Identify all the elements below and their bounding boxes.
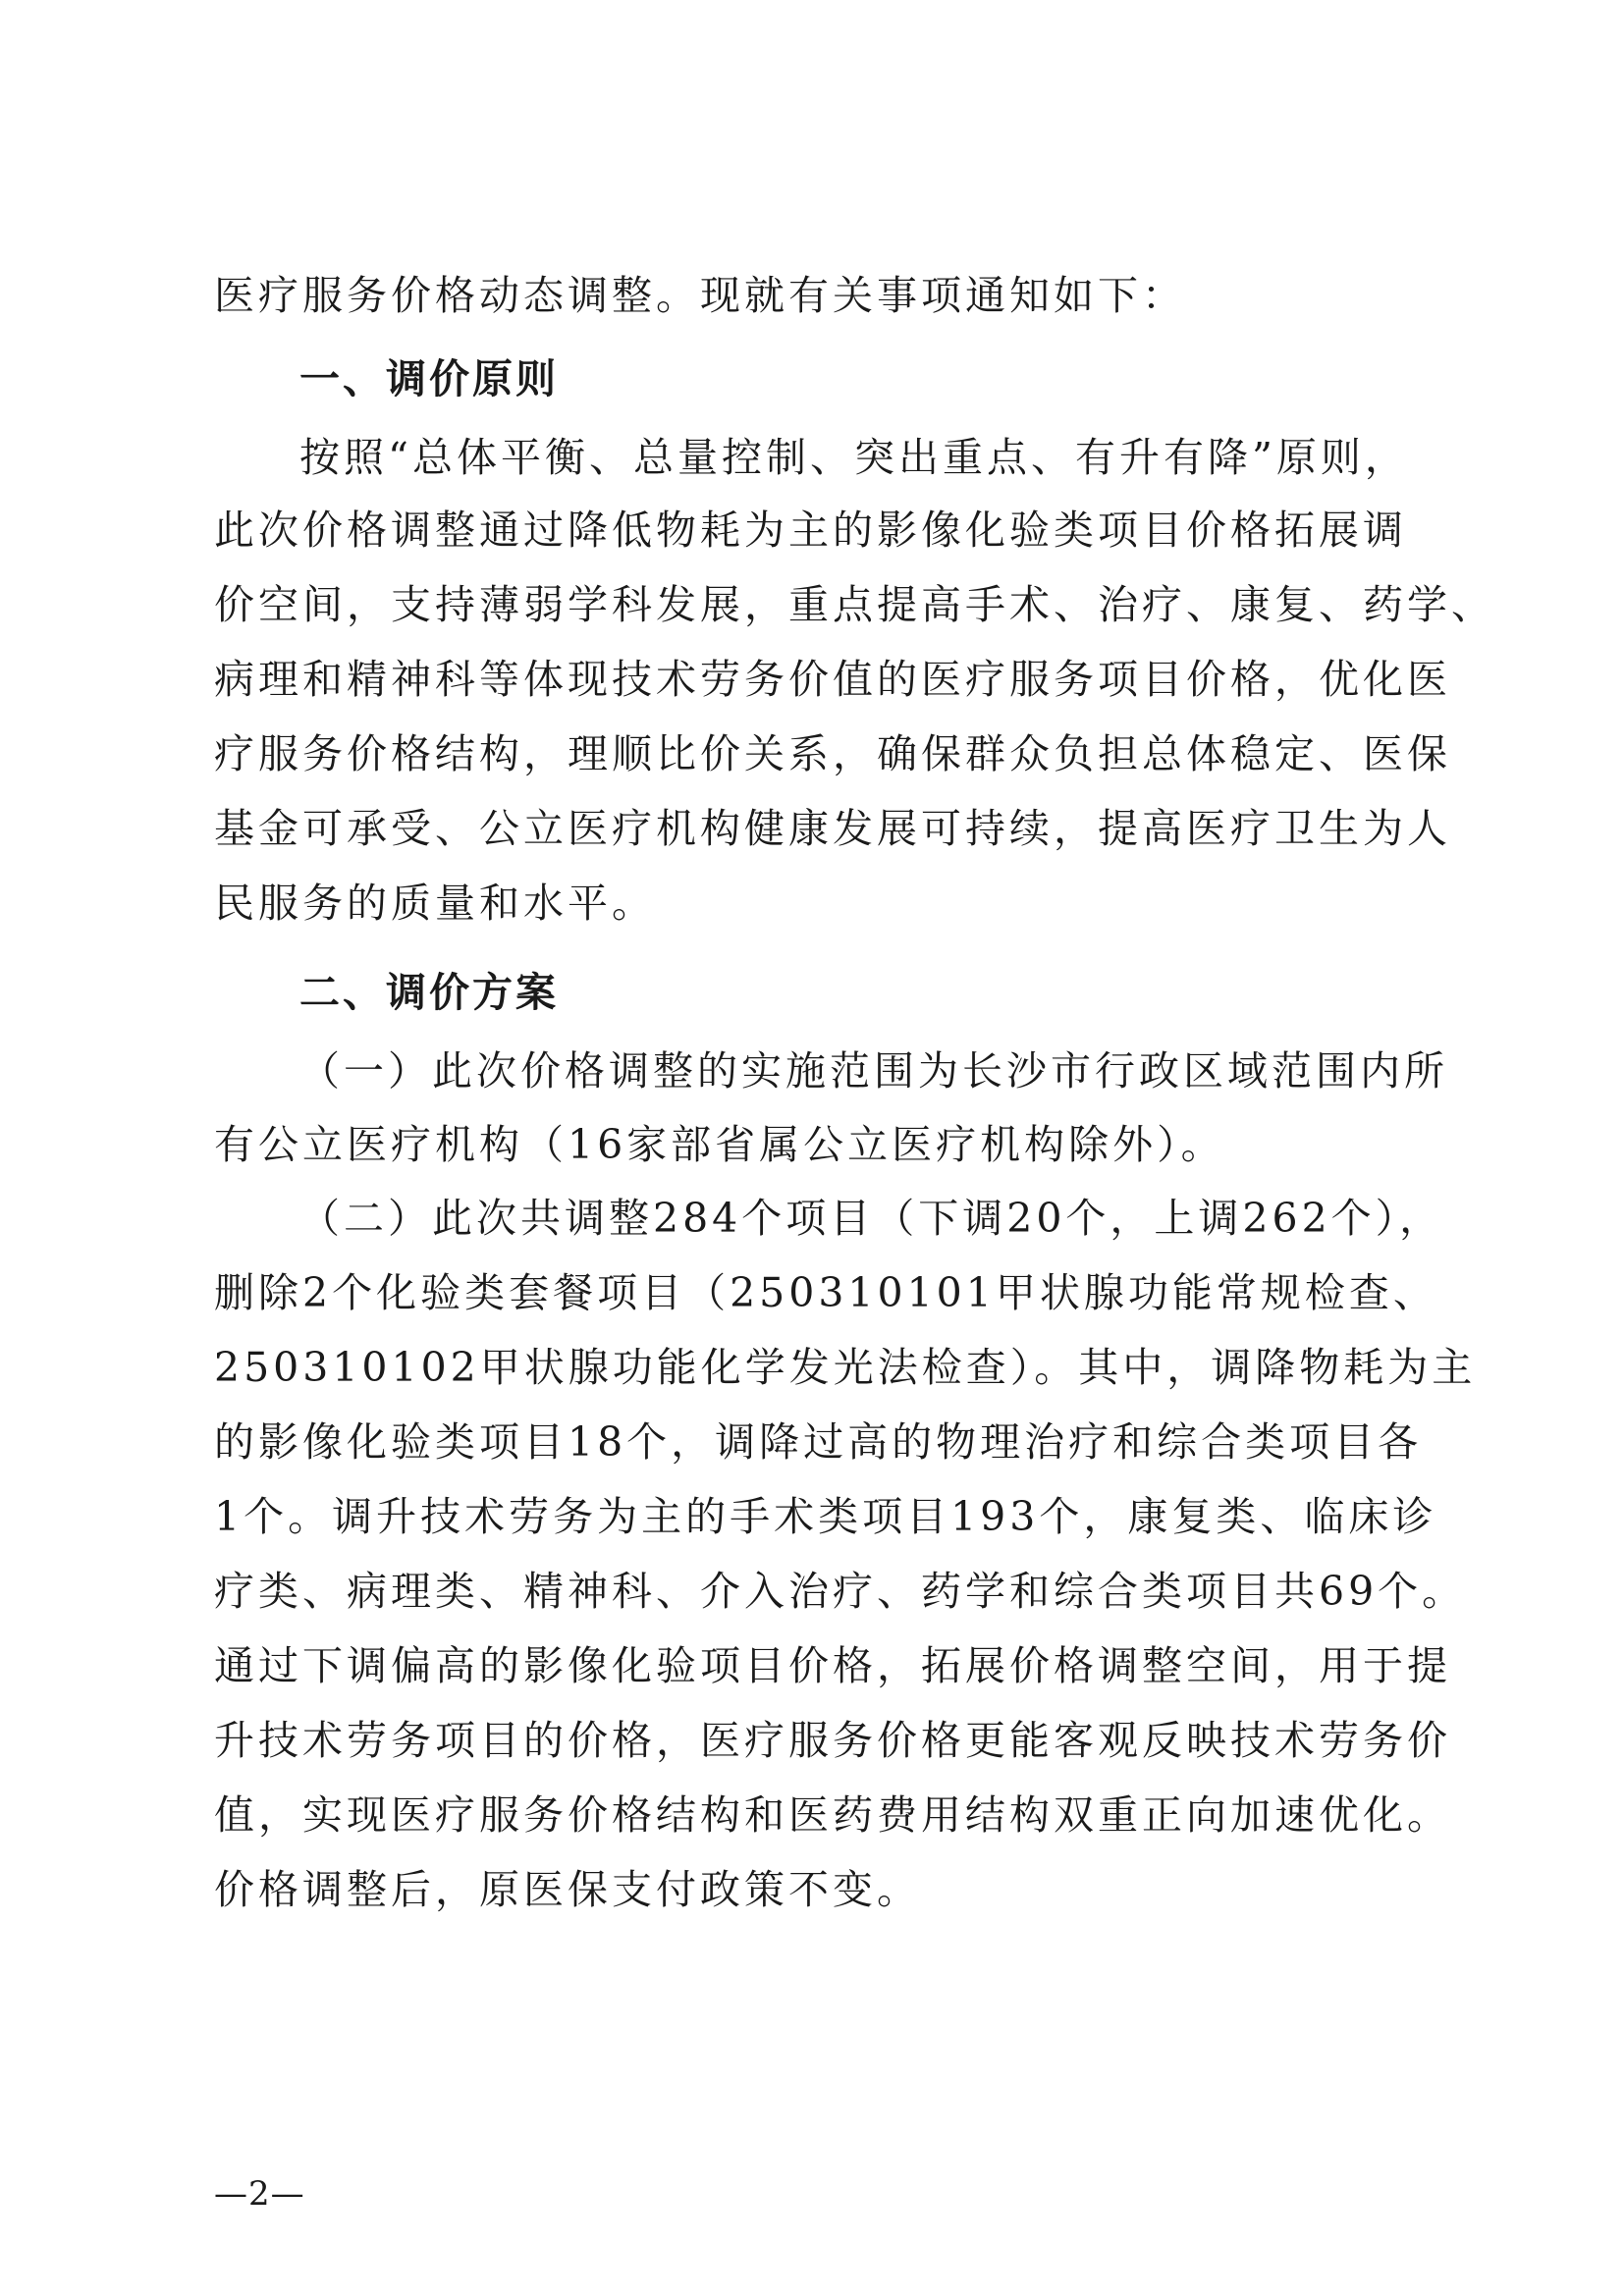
page-number: —2—	[214, 2174, 305, 2214]
paragraph-line: 民服务的质量和水平。	[214, 880, 656, 927]
paragraph-line: 价格调整后，原医保支付政策不变。	[214, 1866, 921, 1913]
paragraph-line: 疗服务价格结构，理顺比价关系，确保群众负担总体稳定、医保	[214, 730, 1451, 777]
paragraph-line: 有公立医疗机构（16家部省属公立医疗机构除外）。	[214, 1121, 1225, 1168]
paragraph-line: 升技术劳务项目的价格，医疗服务价格更能客观反映技术劳务价	[214, 1717, 1451, 1764]
paragraph-line: 1个。调升技术劳务为主的手术类项目193个，康复类、临床诊	[214, 1493, 1437, 1540]
paragraph-line: （一）此次价格调整的实施范围为长沙市行政区域范围内所	[299, 1047, 1448, 1095]
paragraph-line: （二）此次共调整284个项目（下调20个，上调262个），	[299, 1195, 1444, 1242]
paragraph-line: 按照“总体平衡、总量控制、突出重点、有升有降”原则，	[299, 434, 1409, 481]
paragraph-line: 通过下调偏高的影像化验项目价格，拓展价格调整空间，用于提	[214, 1642, 1451, 1689]
paragraph-line: 此次价格调整通过降低物耗为主的影像化验类项目价格拓展调	[214, 507, 1407, 554]
section-heading-principles: 一、调价原则	[299, 355, 559, 402]
paragraph-line: 疗类、病理类、精神科、介入治疗、药学和综合类项目共69个。	[214, 1568, 1467, 1615]
section-heading-plan: 二、调价方案	[299, 969, 559, 1016]
paragraph-line-intro-end: 医疗服务价格动态调整。现就有关事项通知如下：	[214, 272, 1186, 319]
paragraph-line: 值，实现医疗服务价格结构和医药费用结构双重正向加速优化。	[214, 1791, 1451, 1839]
paragraph-line: 250310102甲状腺功能化学发光法检查）。其中，调降物耗为主	[214, 1344, 1477, 1391]
paragraph-line: 价空间，支持薄弱学科发展，重点提高手术、治疗、康复、药学、	[214, 581, 1495, 628]
paragraph-line: 删除2个化验类套餐项目（250310101甲状腺功能常规检查、	[214, 1269, 1437, 1316]
paragraph-line: 基金可承受、公立医疗机构健康发展可持续，提高医疗卫生为人	[214, 805, 1451, 852]
paragraph-line: 的影像化验类项目18个，调降过高的物理治疗和综合类项目各	[214, 1418, 1423, 1466]
paragraph-line: 病理和精神科等体现技术劳务价值的医疗服务项目价格，优化医	[214, 656, 1451, 703]
